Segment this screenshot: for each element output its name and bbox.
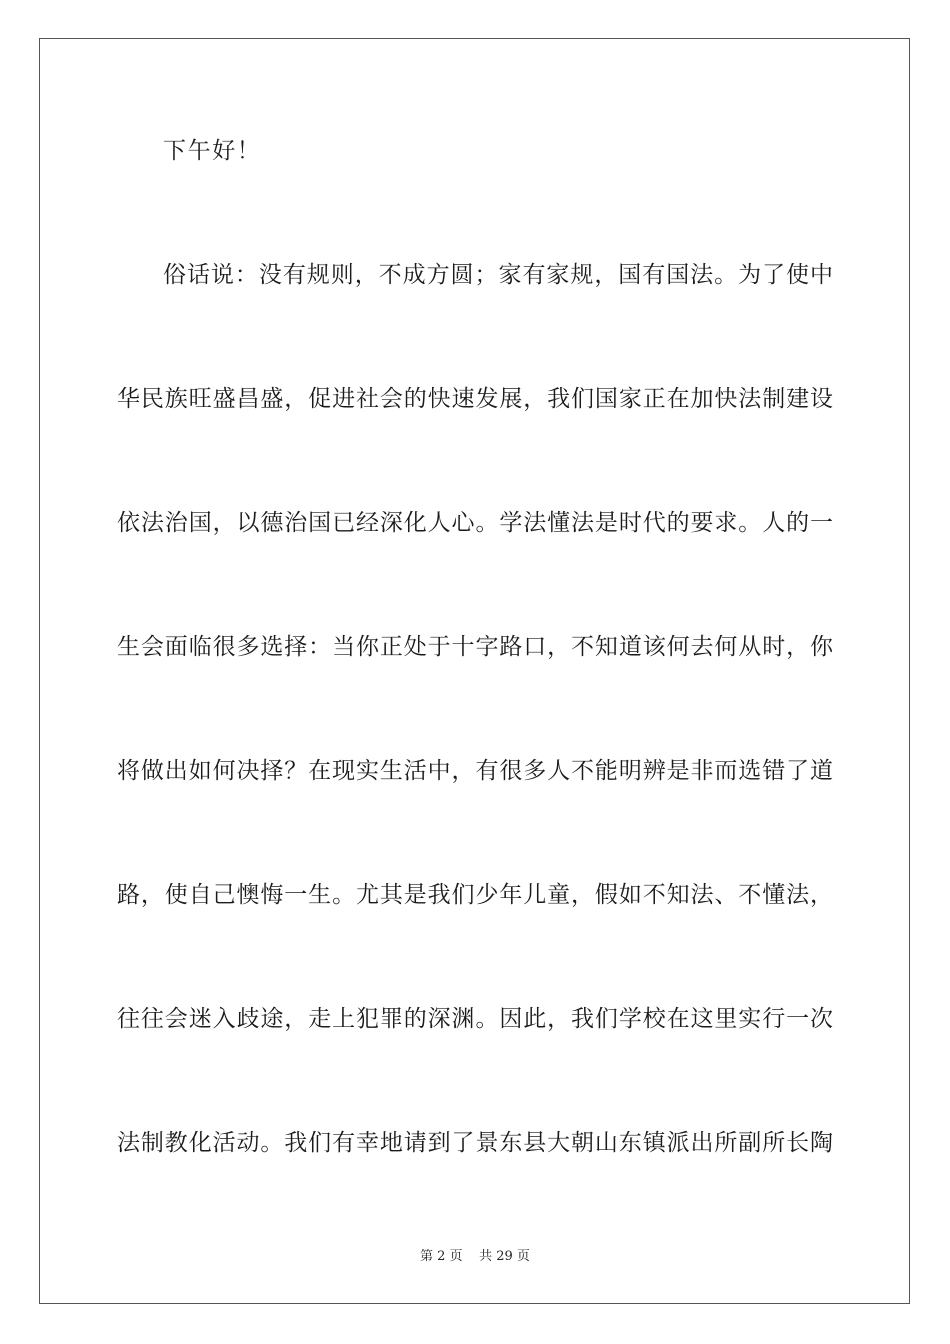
body-line-1: 俗话说：没有规则，不成方圆；家有家规，国有国法。为了使中: [163, 262, 833, 288]
page-number: 第 2 页: [420, 1249, 463, 1264]
body-line-4: 生会面临很多选择：当你正处于十字路口，不知道该何去何从时，你: [117, 634, 833, 660]
page-footer: [0, 1248, 950, 1266]
body-line-7: 往往会迷入歧途，走上犯罪的深渊。因此，我们学校在这里实行一次: [117, 1006, 833, 1032]
greeting-line: 下午好！: [163, 138, 262, 164]
body-line-8: 法制教化活动。我们有幸地请到了景东县大朝山东镇派出所副所长陶: [117, 1130, 833, 1156]
body-line-2: 华民族旺盛昌盛，促进社会的快速发展，我们国家正在加快法制建设: [117, 386, 833, 412]
body-line-5: 将做出如何决择？在现实生活中，有很多人不能明辨是非而选错了道: [117, 758, 833, 784]
body-line-3: 依法治国，以德治国已经深化人心。学法懂法是时代的要求。人的一: [117, 510, 833, 536]
page-total: 共 29 页: [479, 1249, 530, 1264]
page-border: [39, 38, 910, 1304]
body-line-6: 路，使自己懊悔一生。尤其是我们少年儿童，假如不知法、不懂法，: [117, 882, 833, 908]
